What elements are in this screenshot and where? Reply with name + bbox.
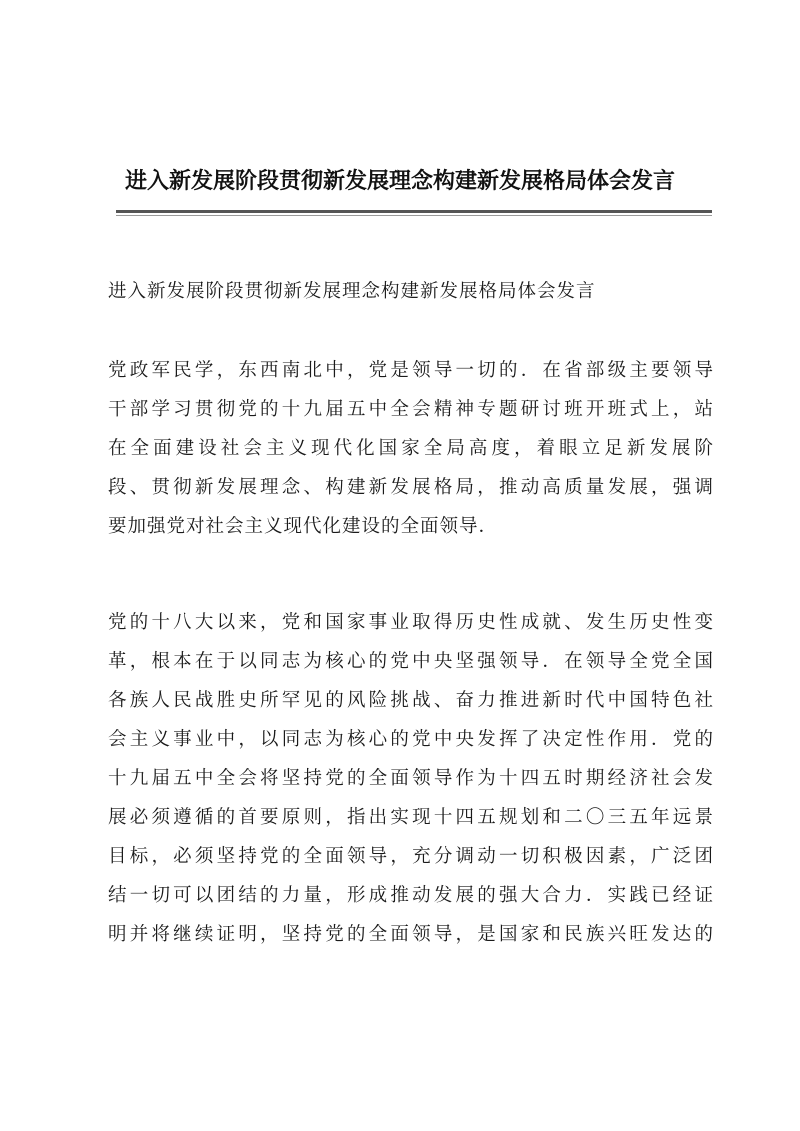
document-subheading (108, 272, 714, 311)
paragraph-line: 党政军民学，东西南北中，党是领导一切的．在省部级主要领导 (108, 360, 714, 381)
paragraph-line: 党的十八大以来，党和国家事业取得历史性成就、发生历史性变 (108, 612, 714, 633)
paragraph-line: 目标，必须坚持党的全面领导，充分调动一切积极因素，广泛团 (108, 846, 714, 867)
paragraph-line: 展必须遵循的首要原则，指出实现十四五规划和二〇三五年远景 (108, 807, 714, 828)
title-divider (116, 210, 712, 213)
paragraph-line: 各族人民战胜史所罕见的风险挑战、奋力推进新时代中国特色社 (108, 690, 714, 711)
paragraph-line: 会主义事业中，以同志为核心的党中央发挥了决定性作用．党的 (108, 729, 714, 750)
paragraph-line: 在全面建设社会主义现代化国家全局高度，着眼立足新发展阶 (108, 438, 714, 459)
paragraph-line: 十九届五中全会将坚持党的全面领导作为十四五时期经济社会发 (108, 768, 714, 789)
paragraph-line: 结一切可以团结的力量，形成推动发展的强大合力．实践已经证 (108, 885, 714, 906)
paragraph-line: 革，根本在于以同志为核心的党中央坚强领导．在领导全党全国 (108, 651, 714, 672)
paragraph-line: 要加强党对社会主义现代化建设的全面领导． (108, 516, 499, 537)
paragraph-2 (108, 603, 714, 954)
paragraph-line: 干部学习贯彻党的十九届五中全会精神专题研讨班开班式上，站 (108, 399, 714, 420)
paragraph-line: 段、贯彻新发展理念、构建新发展格局，推动高质量发展，强调 (108, 477, 714, 498)
document-title: 进入新发展阶段贯彻新发展理念构建新发展格局体会发言 (124, 168, 675, 194)
paragraph-1 (108, 351, 714, 546)
subheading-line: 进入新发展阶段贯彻新发展理念构建新发展格局体会发言 (108, 281, 596, 302)
paragraph-line: 明并将继续证明，坚持党的全面领导，是国家和民族兴旺发达的 (108, 924, 714, 945)
